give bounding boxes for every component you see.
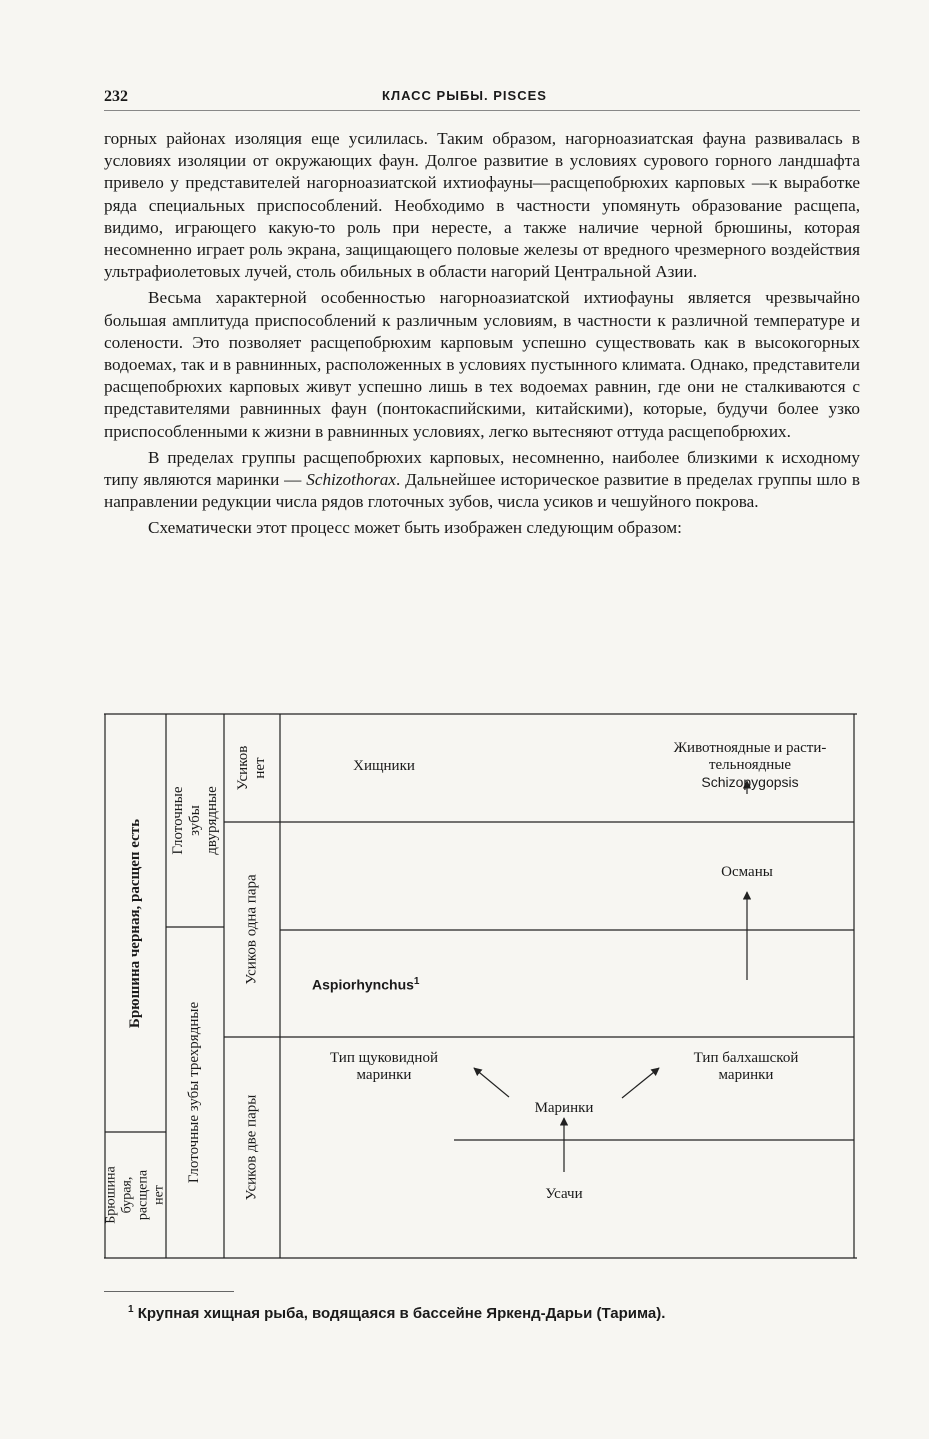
col1-top-label: Брюшина черная, расщеп есть [127, 818, 143, 1028]
balkhash-marinka-line-1: Тип балхашской [693, 1050, 799, 1066]
running-title: КЛАСС РЫБЫ. PISCES [382, 88, 547, 103]
paragraph-3-end: . Дальнейшее историческое развитие в пределах группы шло в направлении редукции числа рядов глоточных зубов, числа усиков и чешуйного покрова. [104, 470, 860, 512]
balkhash-marinka-line-2: маринки [718, 1067, 774, 1083]
col1-bottom-cell [105, 1132, 166, 1258]
arrow-to-balkhash-marinka [622, 1068, 659, 1098]
col2-top-cell [166, 714, 224, 927]
page-number: 232 [104, 88, 128, 105]
col1-top-cell [105, 714, 166, 1132]
col3-bottom-cell [224, 1037, 280, 1258]
node-balkhash-marinka [666, 1050, 826, 1084]
paragraph-1: горных районах изоляция еще усилилась. Таким образом, нагорноазиатская фауна развивалась в условиях изоляции от окружающих фаун. Долгое развитие в условиях сурового горного ландшафта привело у представителей нагорноазиатской ихтиофауны—расщепобрюхих карповых —к выработке ряда специальных приспособлений. Необходимо в частности упомянуть образование расщепа, видимо, играющего какую-то роль при нересте, а также наличие черной брюшины, которая несомненно играет роль экрана, защищающего половые железы от вредного чрезмерного воздействия ультрафиолетовых лучей, столь обильных в области нагорий Центральной Азии. [104, 129, 860, 282]
col3-middle-label: Усиков одна пара [243, 874, 260, 985]
genus-schizothorax: Schizothorax [306, 470, 396, 490]
paragraph-3 [104, 447, 860, 514]
schizopygopsis-line-1: Животноядные и расти- [673, 740, 827, 756]
col2-bottom-cell [166, 927, 224, 1258]
aspiorhynchus-label: Aspiorhynchus [312, 976, 414, 993]
col2-top-label: Глоточные зубы двурядные [169, 786, 220, 855]
col3-bottom-label: Усиков две пары [243, 1094, 260, 1201]
pike-marinka-line-1: Тип щуковидной [330, 1050, 438, 1066]
col1-bottom-label: Брюшина бурая, расщепа нет [103, 1166, 167, 1224]
arrow-to-pike-marinka [474, 1068, 509, 1097]
col3-middle-cell [224, 822, 280, 1037]
paragraph-2: Весьма характерной особенностью нагорноазиатской ихтиофауны является чрезвычайно большая амплитуда приспособлений к различным условиям, в частности к различной температуре и солености. Это позволяет расщепобрюхим карповым успешно существовать как в высокогорных водоемах, так и в равнинных, расположенных в условиях пустынного климата. Однако, представители расщепобрюхих карповых живут успешно лишь в тех водоемах равнин, где они не сталкиваются с представителями равнинных фаун (понтокаспийскими, китайскими), которые, будучи более узко приспособленными к жизни в равнинных условиях, легко вытесняют оттуда расщепобрюхих. [104, 288, 860, 441]
evolution-scheme [104, 712, 860, 1264]
paragraph-3-start: В пределах группы расщепобрюхих карповых, несомненно, наиболее близкими к исходному типу являются маринки — [104, 447, 860, 490]
footnote-mark: 1 [128, 1304, 134, 1315]
node-predators: Хищники [353, 758, 415, 774]
node-osmany: Османы [721, 864, 773, 880]
header-rule [104, 110, 860, 111]
node-marinki: Маринки [534, 1100, 594, 1116]
footnote-text: Крупная хищная рыба, водящаяся в бассейне Яркенд-Дарьи (Тарима). [137, 1305, 666, 1322]
schizopygopsis-line-3: Schizopygopsis [701, 774, 799, 790]
col2-bottom-label: Глоточные зубы трехрядные [186, 1001, 203, 1184]
paragraph-4: Схематически этот процесс может быть изображен следующим образом: [148, 518, 682, 538]
pike-marinka-line-2: маринки [356, 1067, 412, 1083]
node-usachi: Усачи [545, 1186, 583, 1202]
col3-top-label: Усиков нет [235, 745, 268, 791]
aspiorhynchus-footnote-mark: 1 [413, 976, 420, 987]
node-aspiorhynchus [312, 973, 442, 994]
col3-top-cell [224, 714, 280, 822]
footnote-rule [104, 1291, 234, 1292]
schizopygopsis-line-2: тельноядные [708, 757, 792, 773]
node-pike-marinka [304, 1050, 464, 1084]
footnote [128, 1304, 665, 1322]
node-schizopygopsis [644, 740, 856, 791]
body-text [104, 128, 860, 540]
